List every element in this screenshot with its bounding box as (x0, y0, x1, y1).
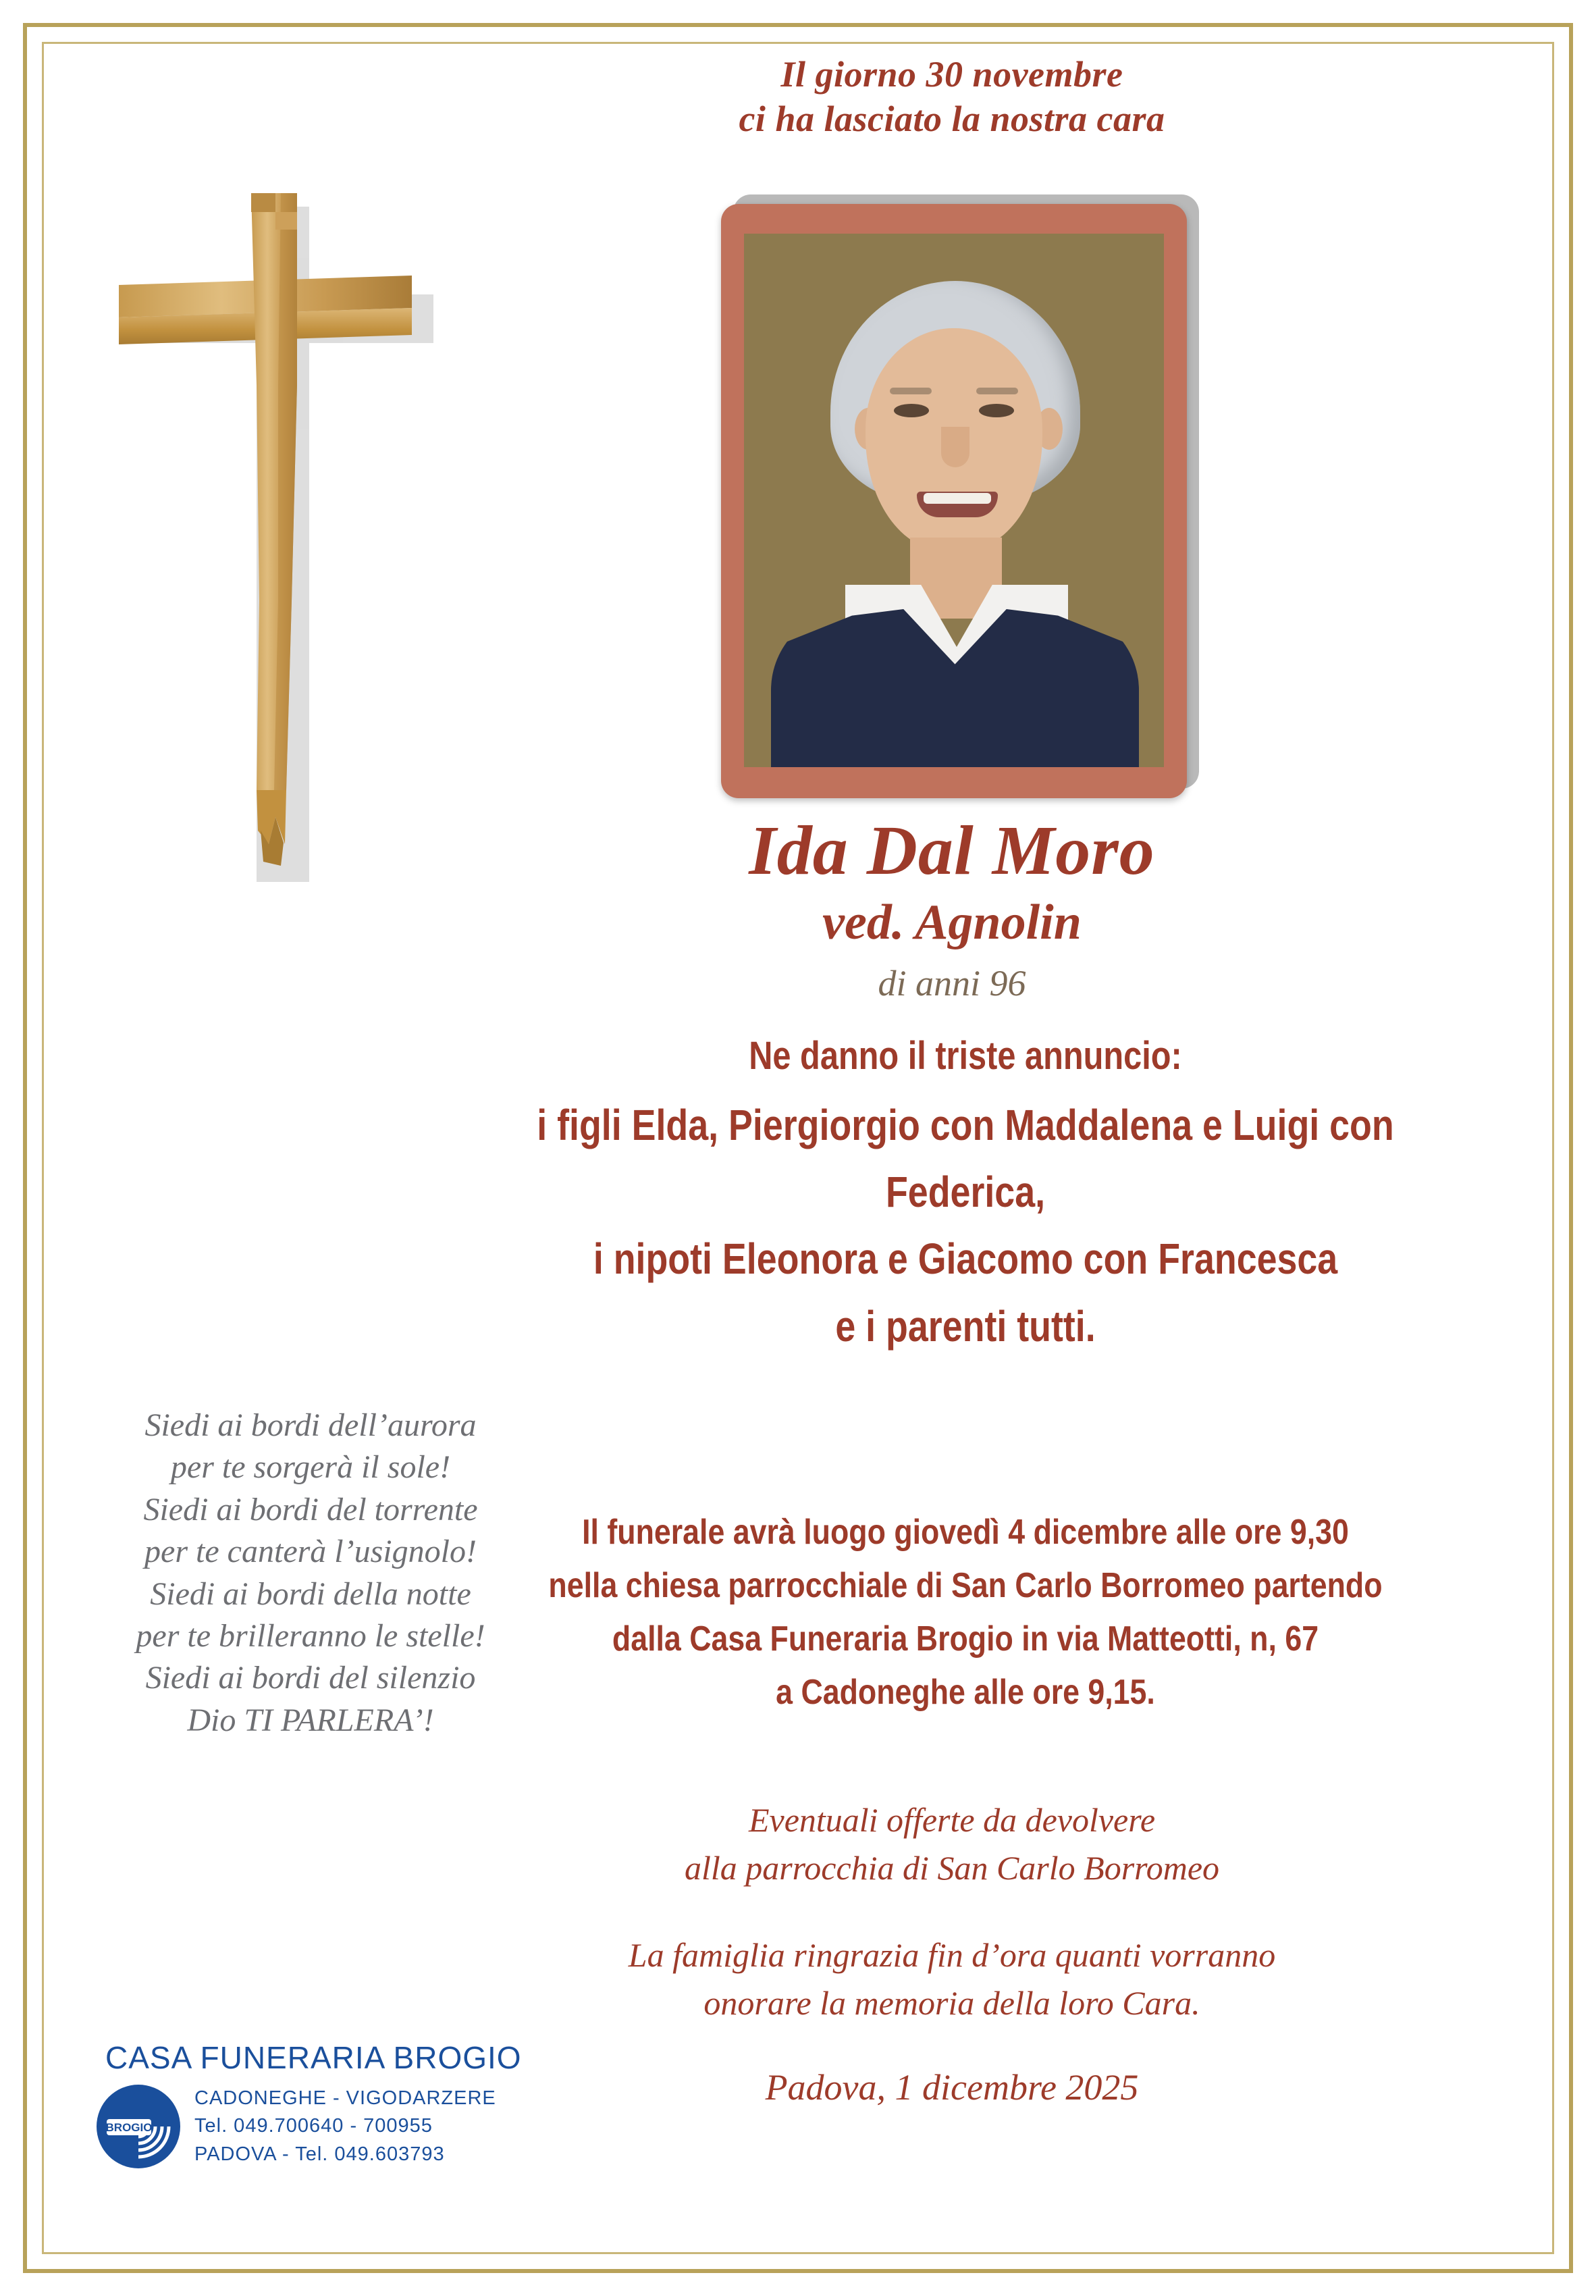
announcement-intro: Ne danno il triste annuncio: (749, 1034, 1182, 1078)
portrait-image (744, 234, 1164, 767)
portrait-nose (941, 427, 969, 467)
header-text (554, 53, 1350, 142)
announcement-block (472, 1026, 1459, 1360)
portrait-brow-right (976, 388, 1018, 394)
poem-line: Siedi ai bordi del silenzio (145, 1660, 476, 1696)
wooden-cross-icon (95, 182, 473, 898)
funeral-home-locations: CADONEGHE - VIGODARZERE (194, 2087, 496, 2110)
funeral-home-phone-1: Tel. 049.700640 - 700955 (194, 2115, 433, 2137)
portrait-frame (721, 204, 1187, 798)
announcement-relatives: e i parenti tutti. (835, 1301, 1096, 1351)
thanks-line-1: La famiglia ringrazia fin d’ora quanti vorranno (628, 1936, 1276, 1974)
portrait-sweater (771, 609, 1139, 767)
portrait-brow-left (890, 388, 932, 394)
deceased-age: di anni 96 (878, 963, 1026, 1004)
funeral-line-4: a Cadoneghe alle ore 9,15. (776, 1673, 1155, 1713)
header-line-2: ci ha lasciato la nostra cara (739, 98, 1165, 139)
poem-block (81, 1405, 540, 1742)
header-line-1: Il giorno 30 novembre (780, 54, 1123, 95)
thanks-block (486, 1931, 1418, 2027)
portrait-teeth (924, 493, 991, 504)
poem-line: per te brilleranno le stelle! (136, 1617, 485, 1654)
thanks-line-2: onorare la memoria della loro Cara. (703, 1984, 1200, 2022)
funeral-line-1: Il funerale avrà luogo giovedì 4 dicembre alle ore 9,30 (582, 1513, 1349, 1552)
portrait-eye-right (979, 404, 1014, 417)
announcement-grandchildren: i nipoti Eleonora e Giacomo con Francesca (593, 1234, 1338, 1284)
portrait-eye-left (894, 404, 929, 417)
poem-line: per te sorgerà il sole! (170, 1449, 451, 1486)
poem-line: Siedi ai bordi del torrente (143, 1491, 478, 1528)
poem-line: Siedi ai bordi dell’aurora (144, 1407, 477, 1443)
brogio-logo-icon (95, 2083, 182, 2170)
poem-line: Siedi ai bordi della notte (150, 1575, 471, 1612)
offerings-line-2: alla parrocchia di San Carlo Borromeo (684, 1849, 1220, 1887)
funeral-line-2: nella chiesa parrocchiale di San Carlo Borromeo partendo (548, 1566, 1383, 1606)
deceased-name: Ida Dal Moro (749, 812, 1155, 889)
svg-text:BROGIO: BROGIO (105, 2121, 153, 2134)
offerings-block (513, 1796, 1391, 1892)
funeral-details (495, 1506, 1435, 1719)
funeral-home-name: CASA FUNERARIA BROGIO (105, 2040, 522, 2075)
poem-line: Dio TI PARLERA’! (187, 1702, 434, 1738)
portrait-photo (721, 194, 1194, 802)
announcement-children: i figli Elda, Piergiorgio con Maddalena e Luigi con Federica, (537, 1101, 1394, 1217)
deceased-name-block (527, 814, 1377, 1004)
funeral-line-3: dalla Casa Funeraria Brogio in via Matteotti, n, 67 (612, 1619, 1319, 1659)
funeral-home-contacts (194, 2085, 496, 2168)
place-and-date: Padova, 1 dicembre 2025 (765, 2067, 1139, 2108)
poem-line: per te canterà l’usignolo! (144, 1534, 477, 1570)
offerings-line-1: Eventuali offerte da devolvere (748, 1801, 1156, 1839)
funeral-home-phone-2: PADOVA - Tel. 049.603793 (194, 2143, 445, 2165)
funeral-home-block (95, 2039, 567, 2170)
deceased-widow-of: ved. Agnolin (822, 895, 1082, 951)
